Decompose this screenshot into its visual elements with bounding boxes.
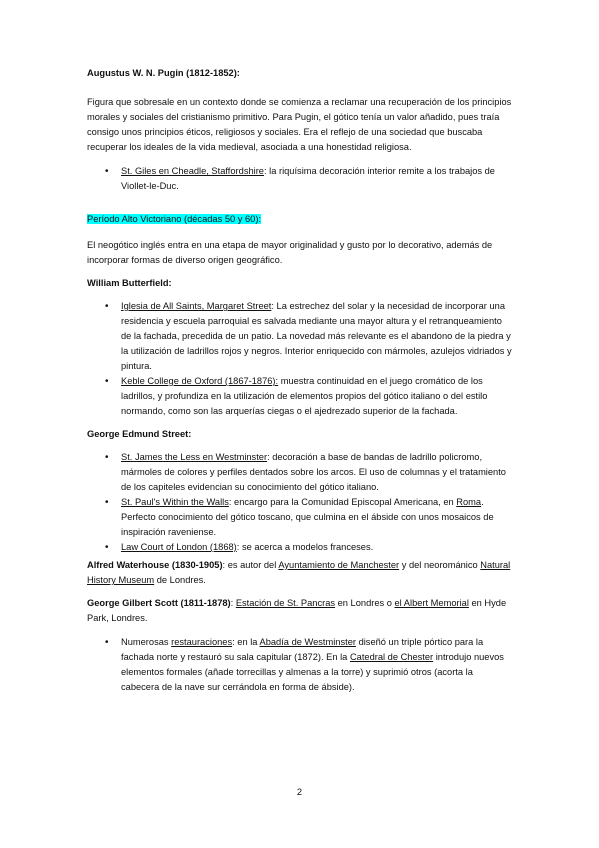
- waterhouse-text-3: de Londres.: [154, 575, 206, 585]
- waterhouse-paragraph: [87, 558, 513, 588]
- scott-bullet-text-4: introdujo nuevos elementos formales (añade torrecillas y almenas a la torre) y suprimió otros (acorta la cabecera de la nave sur cerrándola en forma de ábside).: [121, 652, 504, 692]
- roma-link[interactable]: Roma: [456, 497, 482, 507]
- period-paragraph: El neogótico inglés entra en una etapa de mayor originalidad y gusto por lo decorativo, además de incorporar formas de diverso origen geográfico.: [87, 240, 493, 265]
- law-court-link[interactable]: Law Court of London (1868): [121, 542, 237, 552]
- st-pauls-text: : encargo para la Comunidad Episcopal Americana, en: [228, 497, 457, 507]
- period-heading: [87, 212, 513, 227]
- waterhouse-text-2: y del neorománico: [399, 560, 481, 570]
- keble-college-link[interactable]: Keble College de Oxford (1867-1876):: [121, 376, 279, 386]
- page-number: 2: [296, 787, 303, 797]
- list-item: [87, 495, 513, 540]
- st-james-link[interactable]: St. James the Less en Westminster: [121, 452, 268, 462]
- manchester-link[interactable]: Ayuntamiento de Manchester: [278, 560, 400, 570]
- scott-list: [87, 635, 513, 695]
- st-pancras-link[interactable]: Estación de St. Pancras: [235, 598, 336, 608]
- street-list: [87, 450, 513, 555]
- albert-memorial-link[interactable]: el Albert Memorial: [394, 598, 469, 608]
- waterhouse-heading: Alfred Waterhouse (1830-1905): [87, 560, 223, 570]
- list-item: [87, 374, 513, 419]
- document-body: [87, 66, 513, 695]
- list-item: [87, 540, 513, 555]
- list-item: [87, 164, 513, 194]
- scott-text-2: en Londres o: [335, 598, 395, 608]
- scott-bullet-text-3: diseñó un triple pórtico para la fachada norte y restauró su sala capitular (1872). En la: [121, 637, 484, 662]
- westminster-abbey-link[interactable]: Abadía de Westminster: [259, 637, 356, 647]
- chester-cathedral-link[interactable]: Catedral de Chester: [349, 652, 434, 662]
- st-james-text: : decoración a base de bandas de ladrillo policromo, mármoles de colores y perfiles dentados sobre los arcos. El uso de columnas y el tratamiento de los capiteles evidencian su conocimiento del gótico italiano.: [121, 452, 506, 492]
- keble-college-text: muestra continuidad en el juego cromático de los ladrillos, y profundiza en la utilización de elementos propios del gótico italiano o del estilo normando, como son las arquerías ciegas o el ajedrezado superior de la fachada.: [121, 376, 488, 416]
- pugin-heading: Augustus W. N. Pugin (1812-1852):: [87, 68, 240, 78]
- pugin-work-link[interactable]: St. Giles en Cheadle, Staffordshire: [121, 166, 264, 176]
- all-saints-link[interactable]: Iglesia de All Saints, Margaret Street: [121, 301, 272, 311]
- street-heading: George Edmund Street:: [87, 429, 192, 439]
- all-saints-text: : La estrechez del solar y la necesidad de incorporar una residencia y escuela parroquial es salvada mediante una mayor altura y el retranqueamiento de la fachada, precedida de un patio. La novedad más relevante es el abandono de la piedra y la utilización de ladrillos rojos y negros. Interior enriquecido con mármoles, azulejos vidriados y pintura.: [121, 301, 512, 371]
- pugin-work-text: : la riquísima decoración interior remite a los trabajos de Viollet-le-Duc.: [121, 166, 495, 191]
- st-pauls-link[interactable]: St. Paul's Within the Walls: [121, 497, 229, 507]
- scott-paragraph: [87, 596, 513, 626]
- restauraciones-link[interactable]: restauraciones: [171, 637, 233, 647]
- scott-heading: George Gilbert Scott (1811-1878): [87, 598, 231, 608]
- list-item: [87, 450, 513, 495]
- butterfield-list: [87, 299, 513, 419]
- scott-bullet-text-1: Numerosas: [121, 637, 172, 647]
- scott-bullet-text-2: : en la: [232, 637, 260, 647]
- scott-text-3: en Hyde Park, Londres.: [87, 598, 507, 623]
- butterfield-heading: William Butterfield:: [87, 278, 172, 288]
- natural-history-link[interactable]: Natural History Museum: [87, 560, 511, 585]
- pugin-paragraph: Figura que sobresale en un contexto donde se comienza a reclamar una recuperación de los principios morales y sociales del cristianismo primitivo. Para Pugin, el gótico tenía un valor añadido, pues traía consigo unos principios éticos, religiosos y sociales. Era el reflejo de una sociedad que buscaba recuperar los ideales de la vida medieval, asociada a una honestidad religiosa.: [87, 97, 512, 152]
- list-item: [87, 299, 513, 374]
- list-item: [87, 635, 513, 695]
- scott-text-1: :: [230, 598, 236, 608]
- highlighted-heading: Período Alto Victoriano (décadas 50 y 60):: [87, 214, 261, 224]
- st-pauls-text-2: . Perfecto conocimiento del gótico toscano, que culmina en el ábside con unos mosaicos de inspiración raveniense.: [121, 497, 494, 537]
- pugin-list: [87, 164, 513, 194]
- waterhouse-text-1: : es autor del: [222, 560, 279, 570]
- law-court-text: : se acerca a modelos franceses.: [236, 542, 374, 552]
